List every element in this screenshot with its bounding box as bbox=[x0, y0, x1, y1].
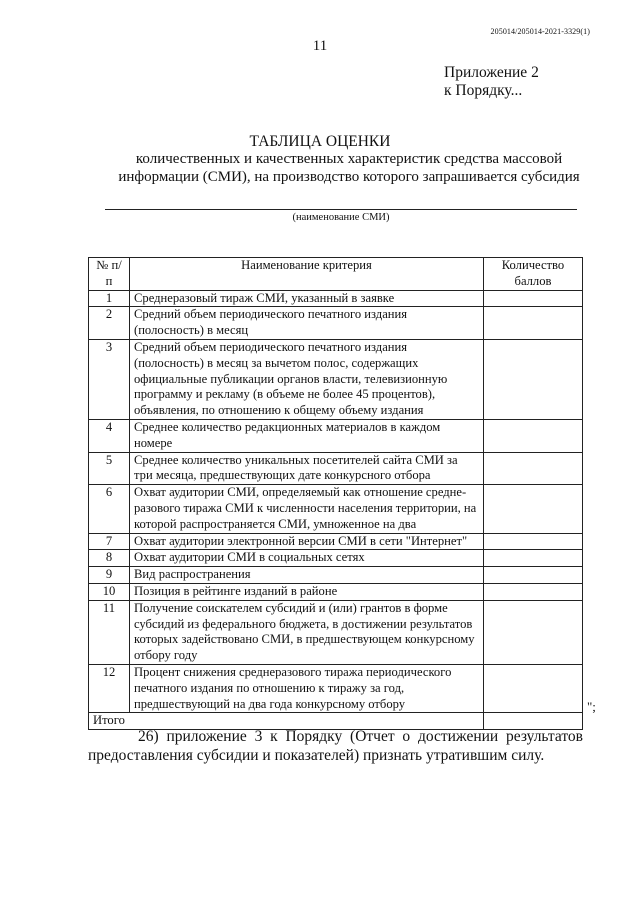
table-row bbox=[89, 533, 583, 550]
closing-quote-mark: "; bbox=[587, 699, 596, 714]
score-cell bbox=[484, 600, 583, 664]
page-number: 11 bbox=[312, 38, 328, 54]
criterion-name: Среднее количество редакционных материалов в каждом номере bbox=[130, 419, 484, 452]
appendix-line-1: Приложение 2 bbox=[444, 64, 539, 81]
score-cell bbox=[484, 307, 583, 340]
media-name-caption: (наименование СМИ) bbox=[292, 212, 390, 223]
row-number: 8 bbox=[89, 550, 130, 567]
criterion-name: Среднеразовый тираж СМИ, указанный в заявке bbox=[130, 290, 484, 307]
row-number: 12 bbox=[89, 664, 130, 712]
table-row bbox=[89, 600, 583, 664]
score-cell bbox=[484, 664, 583, 712]
appendix-reference bbox=[444, 64, 539, 100]
row-number: 4 bbox=[89, 419, 130, 452]
table-row bbox=[89, 452, 583, 485]
row-number: 9 bbox=[89, 567, 130, 584]
criterion-name: Средний объем периодического печатного издания (полосность) в месяц bbox=[130, 307, 484, 340]
score-cell bbox=[484, 583, 583, 600]
table-title: ТАБЛИЦА ОЦЕНКИ bbox=[249, 133, 391, 150]
criterion-name: Вид распространения bbox=[130, 567, 484, 584]
score-cell bbox=[484, 567, 583, 584]
header-score: Количество баллов bbox=[484, 258, 583, 291]
table-row bbox=[89, 419, 583, 452]
row-number: 1 bbox=[89, 290, 130, 307]
header-number: № п/п bbox=[89, 258, 130, 291]
row-number: 3 bbox=[89, 339, 130, 419]
criterion-name: Получение соискателем субсидий и (или) грантов в форме субсидий из федерального бюджета, в достижении результатов которых задействовано СМИ, в предшествующем конкурсному отбору году bbox=[130, 600, 484, 664]
score-cell bbox=[484, 452, 583, 485]
criterion-name: Процент снижения среднеразового тиража периодического печатного издания по отношению к тиражу за год, предшествующий на два года конкурсному отбору bbox=[130, 664, 484, 712]
appendix-line-2: к Порядку... bbox=[444, 82, 523, 99]
criterion-name: Средний объем периодического печатного издания (полосность) в месяц за вычетом полос, содержащих официальные публикации органов власти, телевизионную программу и рекламу (в объеме не более 45 процентов), объявления, по отношению к общему объему издания bbox=[130, 339, 484, 419]
row-number: 6 bbox=[89, 485, 130, 533]
document-id: 205014/205014-2021-3329(1) bbox=[490, 27, 590, 36]
criterion-name: Среднее количество уникальных посетителей сайта СМИ за три месяца, предшествующих дате конкурсного отбора bbox=[130, 452, 484, 485]
table-row bbox=[89, 664, 583, 712]
row-number: 11 bbox=[89, 600, 130, 664]
amendment-note: 26) приложение 3 к Порядку (Отчет о достижении результатов предоставления субсидии и показателей) признать утратившим силу. bbox=[88, 728, 583, 764]
table-row bbox=[89, 567, 583, 584]
row-number: 2 bbox=[89, 307, 130, 340]
table-row bbox=[89, 290, 583, 307]
criterion-name: Охват аудитории СМИ, определяемый как отношение средне-разового тиража СМИ к численности населения территории, на которой распространяется СМИ, умноженное на два bbox=[130, 485, 484, 533]
score-cell bbox=[484, 485, 583, 533]
criterion-name: Охват аудитории СМИ в социальных сетях bbox=[130, 550, 484, 567]
score-cell bbox=[484, 290, 583, 307]
table-row bbox=[89, 485, 583, 533]
table-subtitle: количественных и качественных характеристик средства массовой информации (СМИ), на производство которого запрашивается субсидия bbox=[118, 151, 580, 185]
total-label: Итого bbox=[89, 713, 484, 730]
criteria-table bbox=[88, 257, 583, 730]
table-row bbox=[89, 339, 583, 419]
row-number: 10 bbox=[89, 583, 130, 600]
criterion-name: Позиция в рейтинге изданий в районе bbox=[130, 583, 484, 600]
row-number: 5 bbox=[89, 452, 130, 485]
score-cell bbox=[484, 550, 583, 567]
row-number: 7 bbox=[89, 533, 130, 550]
table-row bbox=[89, 583, 583, 600]
media-name-line bbox=[105, 209, 577, 210]
criterion-name: Охват аудитории электронной версии СМИ в сети "Интернет" bbox=[130, 533, 484, 550]
score-cell bbox=[484, 339, 583, 419]
header-criterion: Наименование критерия bbox=[130, 258, 484, 291]
score-cell bbox=[484, 533, 583, 550]
table-row bbox=[89, 307, 583, 340]
score-cell bbox=[484, 419, 583, 452]
table-header-row bbox=[89, 258, 583, 291]
table-row bbox=[89, 550, 583, 567]
